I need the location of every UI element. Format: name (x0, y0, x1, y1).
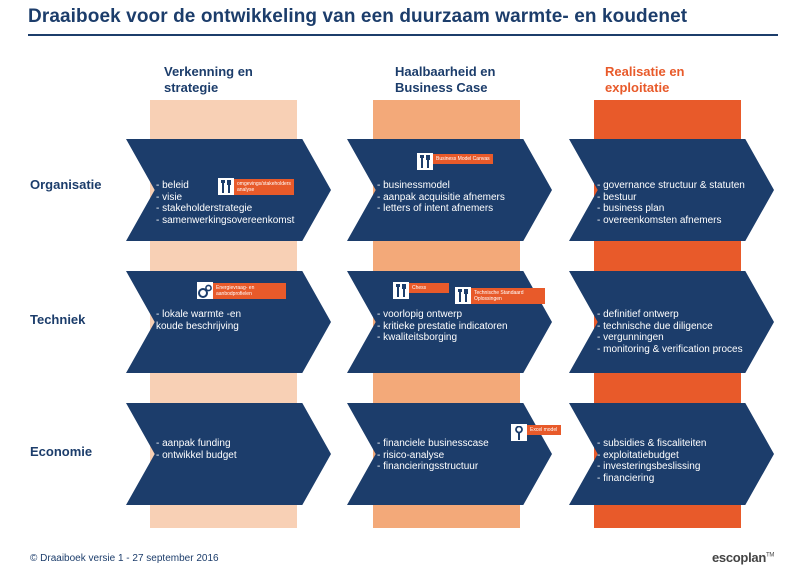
list-item: - aanpak acquisitie afnemers (377, 192, 505, 204)
list-item: - subsidies & fiscaliteiten (597, 438, 707, 450)
list-item: - lokale warmte -en koude beschrijving (156, 309, 266, 332)
phase-header-line: exploitatie (605, 80, 670, 95)
item-list-economie-haalbaarheid (377, 438, 489, 473)
phase-header-line: Haalbaarheid en (395, 64, 496, 79)
list-item: - financieringsstructuur (377, 461, 489, 473)
wrench-icon (511, 424, 527, 441)
tool-label: Technische Standaard Oplossingen (471, 288, 545, 304)
footer-copyright: © Draaiboek versie 1 - 27 september 2016 (30, 553, 219, 564)
tool-label: Chess (409, 283, 449, 293)
list-item: - stakeholderstrategie (156, 203, 294, 215)
logo-text: escoplan (712, 550, 766, 565)
row-label-techniek: Techniek (30, 312, 86, 327)
row-label-economie: Economie (30, 444, 93, 459)
phase-header-line: strategie (164, 80, 219, 95)
tools-icon (417, 153, 433, 170)
list-item: - governance structuur & statuten (597, 180, 745, 192)
tool-badge-excel-model (511, 424, 561, 441)
phase-header-realisatie (605, 64, 685, 96)
tools-icon (218, 178, 234, 195)
list-item: - financiele businesscase (377, 438, 489, 450)
logo-trademark: TM (765, 552, 775, 559)
list-item: - letters of intent afnemers (377, 203, 505, 215)
gears-icon (197, 282, 213, 299)
phase-header-line: Realisatie en (605, 64, 685, 79)
list-item: - technische due diligence (597, 321, 743, 333)
list-item: - bestuur (597, 192, 745, 204)
list-item: - vergunningen (597, 332, 743, 344)
list-item: - risico-analyse (377, 450, 489, 462)
phase-header-haalbaarheid (395, 64, 495, 96)
list-item: - beleid (156, 180, 294, 192)
item-list-organisatie-realisatie (597, 180, 745, 226)
item-list-economie-verkenning (156, 438, 237, 461)
list-item: - kritieke prestatie indicatoren (377, 321, 508, 333)
tool-label: Energievraag- en aanbodprofielen (213, 283, 286, 299)
list-item: - visie (156, 192, 294, 204)
tools-icon (455, 287, 471, 304)
list-item: - business plan (597, 203, 745, 215)
tool-badge-business-model-canvas (417, 153, 493, 170)
tool-badge-stakeholder-analyse (218, 178, 294, 195)
row-label-organisatie: Organisatie (30, 177, 102, 192)
phase-header-verkenning (164, 64, 253, 96)
list-item: - kwaliteitsborging (377, 332, 508, 344)
list-item: - investeringsbeslissing (597, 461, 707, 473)
title-rule (28, 34, 778, 36)
phase-header-line: Business Case (395, 80, 488, 95)
item-list-economie-realisatie (597, 438, 707, 484)
list-item: - monitoring & verification proces (597, 344, 743, 356)
phase-header-line: Verkenning en (164, 64, 253, 79)
escoplan-logo (712, 550, 774, 565)
tool-badge-energievraag (197, 282, 286, 299)
tools-icon (393, 282, 409, 299)
list-item: - definitief ontwerp (597, 309, 743, 321)
list-item: - ontwikkel budget (156, 450, 237, 462)
list-item: - aanpak funding (156, 438, 237, 450)
list-item: - samenwerkingsovereenkomst (156, 215, 294, 227)
tool-label: Business Model Canvas (433, 154, 493, 164)
tool-label: Excel model (527, 425, 561, 435)
item-list-organisatie-haalbaarheid (377, 180, 505, 215)
list-item: - businessmodel (377, 180, 505, 192)
tool-badge-technische-standaard (455, 287, 545, 304)
list-item: - exploitatiebudget (597, 450, 707, 462)
page-title: Draaiboek voor de ontwikkeling van een duurzaam warmte- en koudenet (28, 6, 688, 27)
item-list-techniek-realisatie (597, 309, 743, 355)
list-item: - overeenkomsten afnemers (597, 215, 745, 227)
tool-label: omgevings/stakeholders analyse (234, 179, 294, 195)
list-item: - voorlopig ontwerp (377, 309, 508, 321)
item-list-techniek-verkenning (156, 309, 266, 332)
item-list-techniek-haalbaarheid (377, 309, 508, 344)
list-item: - financiering (597, 473, 707, 485)
tool-badge-chess (393, 282, 449, 299)
